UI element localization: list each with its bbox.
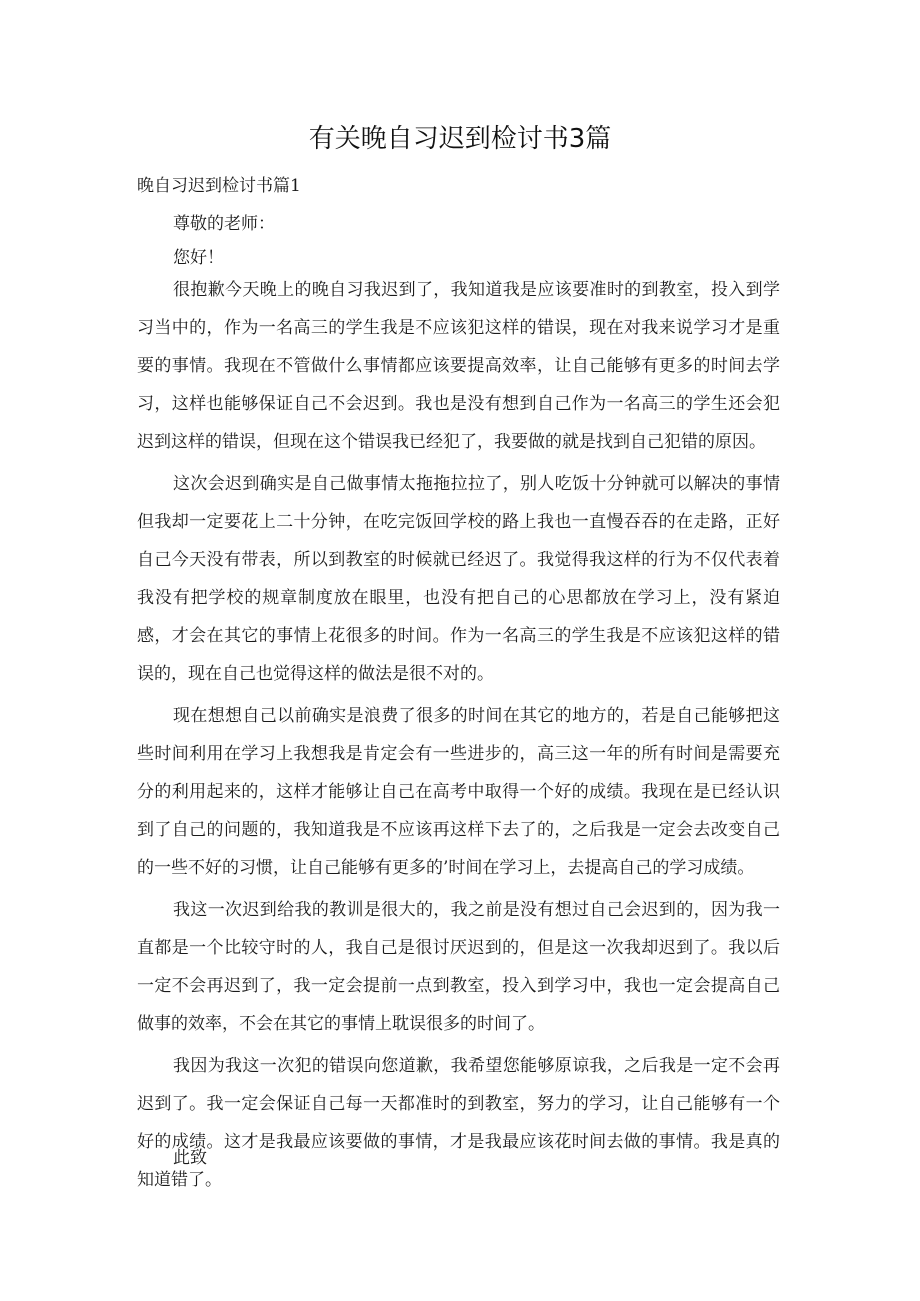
paragraph-5: 我因为我这一次犯的错误向您道歉，我希望您能够原谅我，之后我是一定不会再迟到了。我一定会保证自己每一天都准时的到教室，努力的学习，让自己能够有一个好的成绩。这才是我最应该要做的事情，才是我最应该花时间去做的事情。我是真的知道错了。 — [137, 1056, 780, 1190]
paragraph-3: 现在想想自己以前确实是浪费了很多的时间在其它的地方的，若是自己能够把这些时间利用在学习上我想我是肯定会有一些进步的，高三这一年的所有时间是需要充分的利用起来的，这样才能够让自己在高考中取得一个好的成绩。我现在是已经认识到了自己的问题的，我知道我是不应该再这样下去了的，之后我是一定会去改变自己的一些不好的习惯，让自己能够有更多的’时间在学习上，去提高自己的学习成绩。 — [137, 706, 780, 878]
paragraph-4: 我这一次迟到给我的教训是很大的，我之前是没有想过自己会迟到的，因为我一直都是一个比较守时的人，我自己是很讨厌迟到的，但是这一次我却迟到了。我以后一定不会再迟到了，我一定会提前一点到教室，投入到学习中，我也一定会提高自己做事的效率，不会在其它的事情上耽误很多的时间了。 — [137, 900, 780, 1034]
salutation: 尊敬的老师： — [173, 214, 275, 234]
closing: 此致 — [173, 1148, 207, 1168]
document-title: 有关晚自习迟到检讨书3篇 — [308, 124, 612, 154]
section-heading: 晚自习迟到检讨书篇1 — [137, 176, 301, 196]
paragraph-1: 很抱歉今天晚上的晚自习我迟到了，我知道我是应该要准时的到教室，投入到学习当中的，作为一名高三的学生我是不应该犯这样的错误，现在对我来说学习才是重要的事情。我现在不管做什么事情都应该要提高效率，让自己能够有更多的时间去学习，这样也能够保证自己不会迟到。我也是没有想到自己作为一名高三的学生还会犯迟到这样的错误，但现在这个错误我已经犯了，我要做的就是找到自己犯错的原因。 — [137, 280, 780, 452]
letter-body — [137, 271, 780, 1199]
greeting: 您好！ — [173, 248, 224, 268]
paragraph-2: 这次会迟到确实是自己做事情太拖拖拉拉了，别人吃饭十分钟就可以解决的事情但我却一定要花上二十分钟，在吃完饭回学校的路上我也一直慢吞吞的在走路，正好自己今天没有带表，所以到教室的时候就已经迟了。我觉得我这样的行为不仅代表着我没有把学校的规章制度放在眼里，也没有把自己的心思都放在学习上，没有紧迫感，才会在其它的事情上花很多的时间。作为一名高三的学生我是不应该犯这样的错误的，现在自己也觉得这样的做法是很不对的。 — [137, 474, 780, 684]
